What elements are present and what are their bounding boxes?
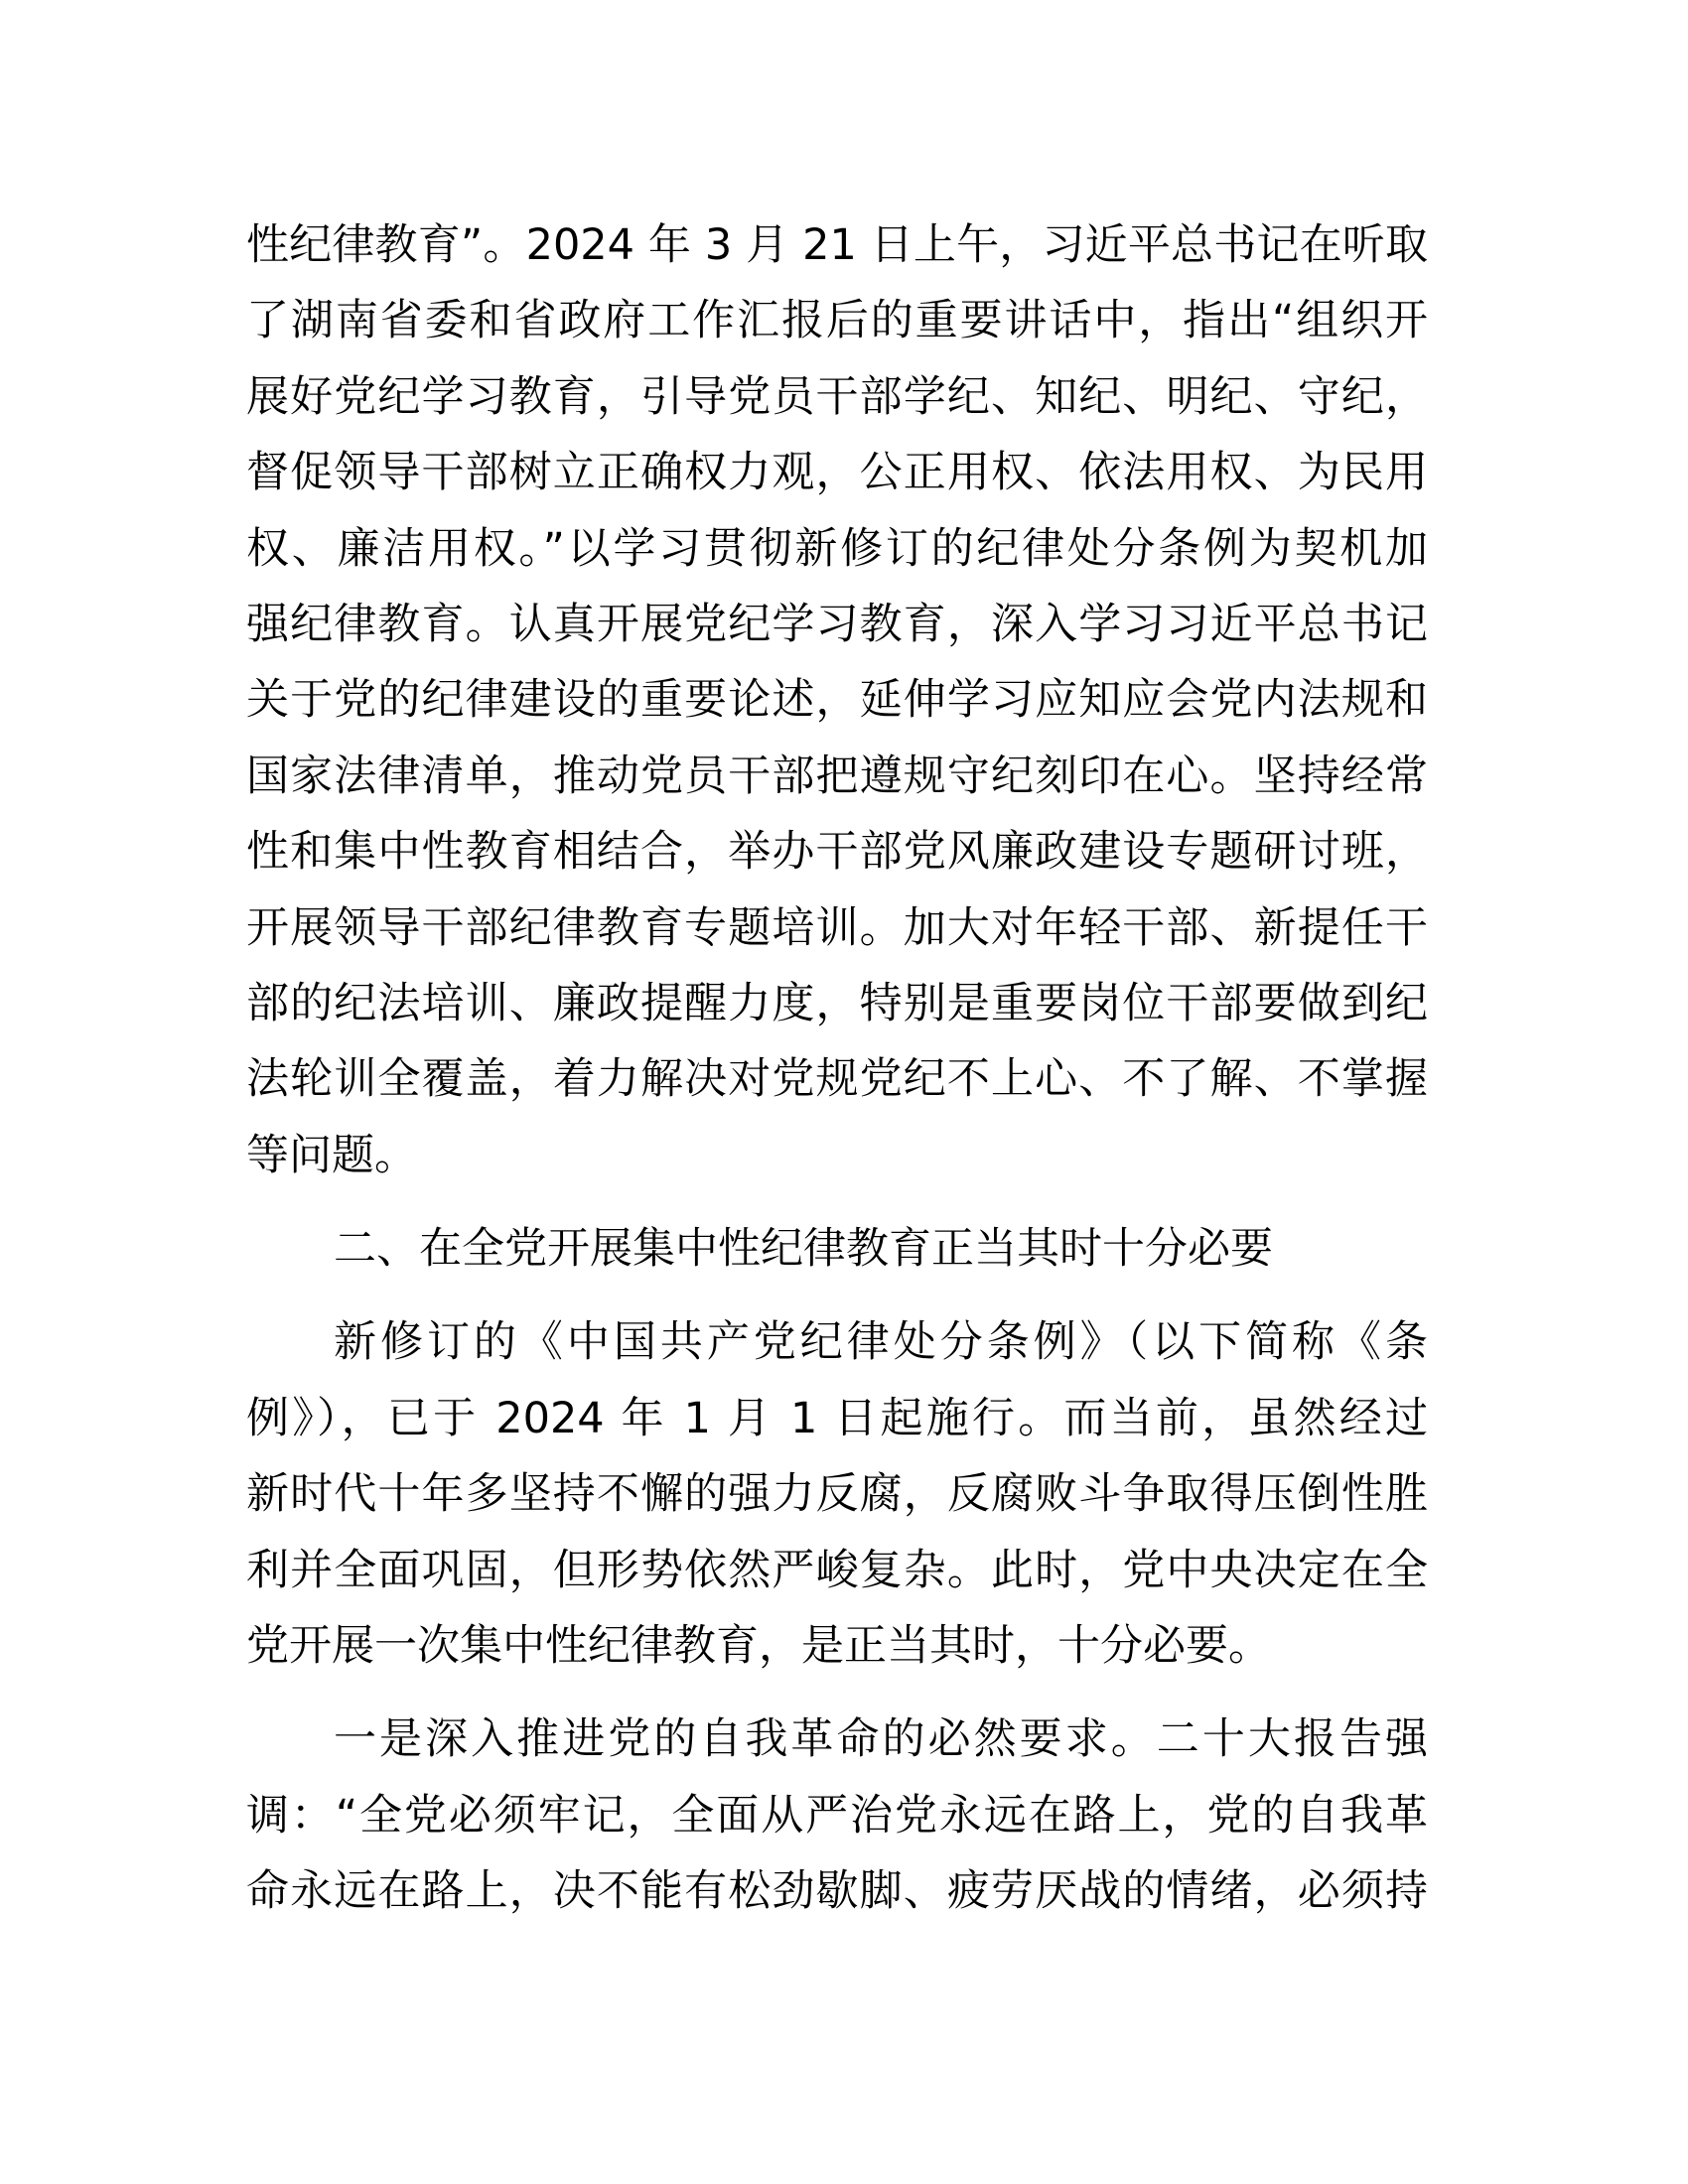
section-heading [246, 1211, 1428, 1287]
text-line: 命永远在路上，决不能有松劲歇脚、疲劳厌战的情绪，必须持 [246, 1866, 1428, 1917]
text-line: 权、廉洁用权。”以学习贯彻新修订的纪律处分条例为契机加 [246, 523, 1428, 574]
text-line: 督促领导干部树立正确权力观，公正用权、依法用权、为民用 [246, 448, 1428, 498]
text-line: 关于党的纪律建设的重要论述，延伸学习应知应会党内法规和 [246, 675, 1428, 726]
text-line: 开展领导干部纪律教育专题培训。加大对年轻干部、新提任干 [246, 902, 1428, 953]
text-line: 强纪律教育。认真开展党纪学习教育，深入学习习近平总书记 [246, 599, 1428, 649]
text-line: 性和集中性教育相结合，举办干部党风廉政建设专题研讨班， [246, 827, 1428, 878]
text-line: 展好党纪学习教育，引导党员干部学纪、知纪、明纪、守纪， [246, 371, 1428, 422]
text-line: 性纪律教育”。2024 年 3 月 21 日上午，习近平总书记在听取 [246, 220, 1428, 270]
text-line: 等问题。 [246, 1130, 417, 1180]
text-line: 了湖南省委和省政府工作汇报后的重要讲话中，指出“组织开 [246, 296, 1428, 346]
text-line: 一是深入推进党的自我革命的必然要求。二十大报告强 [334, 1714, 1428, 1765]
text-line: 部的纪法培训、廉政提醒力度，特别是重要岗位干部要做到纪 [246, 978, 1428, 1028]
text-line: 例》），已于 2024 年 1 月 1 日起施行。而当前，虽然经过 [246, 1393, 1428, 1443]
text-line: 国家法律清单，推动党员干部把遵规守纪刻印在心。坚持经常 [246, 751, 1428, 801]
paragraph-regulation [246, 1304, 1428, 1684]
text-line: 党开展一次集中性纪律教育，是正当其时，十分必要。 [246, 1621, 1271, 1672]
paragraph-self-revolution [246, 1702, 1428, 1929]
text-line: 新时代十年多坚持不懈的强力反腐，反腐败斗争取得压倒性胜 [246, 1469, 1428, 1520]
text-line: 二、在全党开展集中性纪律教育正当其时十分必要 [334, 1224, 1273, 1275]
paragraph-continuation [246, 207, 1428, 1193]
text-line: 新修订的《中国共产党纪律处分条例》（以下简称《条 [334, 1317, 1428, 1368]
document-body [246, 207, 1428, 1930]
text-line: 调：“全党必须牢记，全面从严治党永远在路上，党的自我革 [246, 1790, 1428, 1841]
text-line: 法轮训全覆盖，着力解决对党规党纪不上心、不了解、不掌握 [246, 1054, 1428, 1105]
text-line: 利并全面巩固，但形势依然严峻复杂。此时，党中央决定在全 [246, 1545, 1428, 1595]
